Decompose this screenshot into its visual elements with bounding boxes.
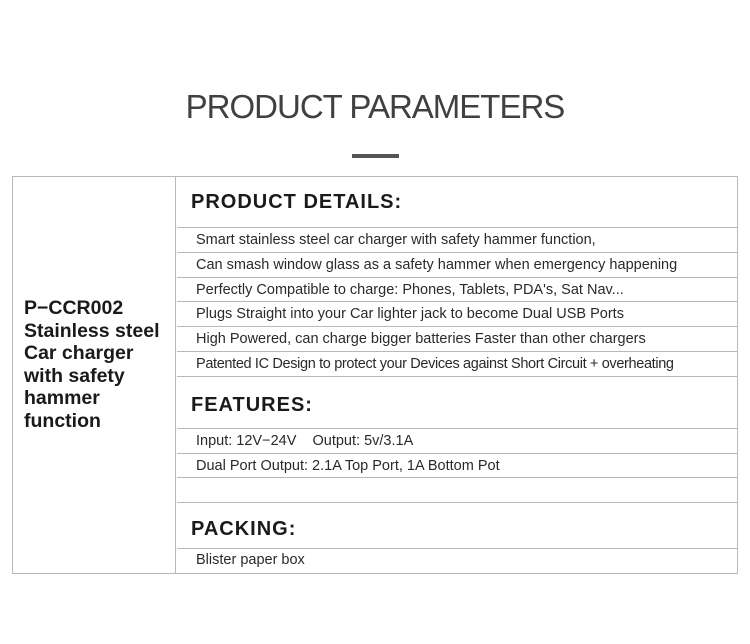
packing-heading: PACKING: [191,518,297,540]
features-row [177,454,737,478]
product-name: P−CCR002 Stainless steel Car charger with safety hammer function [24,297,160,432]
packing-item: Blister paper box [196,552,305,568]
details-row [177,327,737,352]
features-heading-row [177,377,737,429]
details-heading: PRODUCT DETAILS: [191,191,403,213]
details-heading-row [177,177,737,228]
details-row [177,352,737,377]
details-row [177,228,737,253]
details-row [177,278,737,302]
details-item: Patented IC Design to protect your Devices against Short Circuit + overheating [196,356,674,372]
details-item: High Powered, can charge bigger batteries Faster than other chargers [196,331,646,347]
packing-heading-row [177,503,737,549]
details-item: Can smash window glass as a safety hammer when emergency happening [196,257,678,273]
page-title: PRODUCT PARAMETERS [185,88,565,125]
features-item: Input: 12V−24V Output: 5v/3.1A [196,433,414,449]
features-item: Dual Port Output: 2.1A Top Port, 1A Bottom Pot [196,458,500,474]
details-row [177,302,737,327]
details-item: Smart stainless steel car charger with safety hammer function, [196,232,596,248]
spec-details-column [177,177,737,573]
packing-row [177,549,737,573]
details-item: Plugs Straight into your Car lighter jack to become Dual USB Ports [196,306,624,322]
features-row-empty [177,478,737,503]
features-heading: FEATURES: [191,394,313,416]
features-row [177,429,737,454]
details-row [177,253,737,278]
title-underline [352,154,399,158]
product-name-cell [13,177,176,573]
spec-table [12,176,738,574]
details-item: Perfectly Compatible to charge: Phones, Tablets, PDA's, Sat Nav... [196,282,624,298]
